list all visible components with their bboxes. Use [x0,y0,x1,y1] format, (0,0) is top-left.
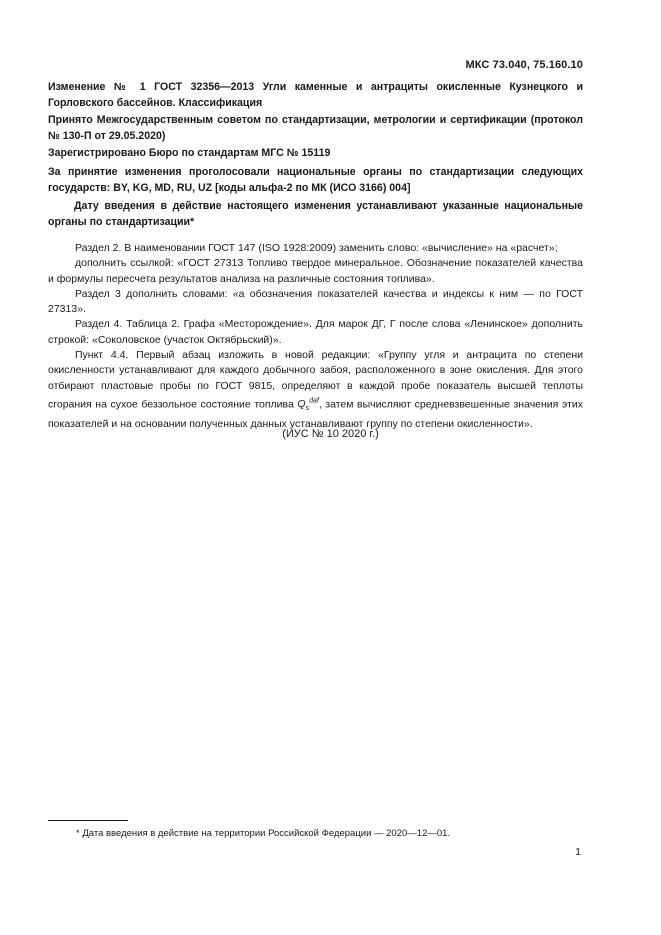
item-4-4-text-before: Пункт 4.4. Первый абзац изложить в новой редакции: «Группу угля и антрацита по степени окисленности устанавливают для каждого добычного забоя, расположенного в зоне окисления. Для этого отбирают пластовые пробы по ГОСТ 9815, определяют в каждой пробе показатель высшей теплоты сгорания на сухое беззольное состояние топлива [48,349,583,411]
change-title: Изменение № 1 ГОСТ 32356—2013 Угли каменные и антрациты окисленные Кузнецкого и Горловского бассейнов. Классификация [48,81,583,109]
heat-value-formula [297,397,319,413]
paragraph-item-4-4 [48,348,583,432]
paragraph-section-2: Раздел 2. В наименовании ГОСТ 147 (ISO 1928:2009) заменить слово: «вычисление» на «расчет»; [75,242,558,254]
paragraph-add-reference: дополнить ссылкой: «ГОСТ 27313 Топливо твердое минеральное. Обозначение показателей качества и формулы пересчета результатов анализа на различные состояния топлива». [48,257,583,285]
footnote: * Дата введения в действие на территории Российской Федерации — 2020—12—01. [76,828,451,839]
page-number: 1 [575,846,581,858]
change-body [48,241,583,432]
item-4-4-text-after: , затем вычисляют средневзвешенные значения этих показателей и на основании полученных данных устанавливают группу по степени окисленности». [48,398,583,430]
formula-base: Q [297,398,306,411]
ius-reference: (ИУС № 10 2020 г.) [282,428,379,440]
footnote-divider [48,820,128,821]
formula-subscript: s [305,405,310,413]
classification-code: МКС 73.040, 75.160.10 [465,59,583,71]
formula-superscript: daf [309,397,319,405]
adopted-statement: Принято Межгосударственным советом по стандартизации, метрологии и сертификации (протокол № 130-П от 29.05.2020) [48,114,583,142]
date-notice: Дату введения в действие настоящего изменения устанавливают указанные национальные органы по стандартизации* [48,200,583,228]
voted-statement: За принятие изменения проголосовали национальные органы по стандартизации следующих государств: BY, KG, MD, RU, UZ [коды альфа-2 по МК (ИСО 3166) 004] [48,166,583,194]
registered-statement: Зарегистрировано Бюро по стандартам МГС № 15119 [48,147,331,159]
paragraph-section-4: Раздел 4. Таблица 2. Графа «Месторождение». Для марок ДГ, Г после слова «Ленинское» дополнить строкой: «Соколовское (участок Октябрьский)». [48,318,583,346]
paragraph-section-3: Раздел 3 дополнить словами: «а обозначения показателей качества и индексы к ним — по ГОСТ 27313». [48,287,583,316]
